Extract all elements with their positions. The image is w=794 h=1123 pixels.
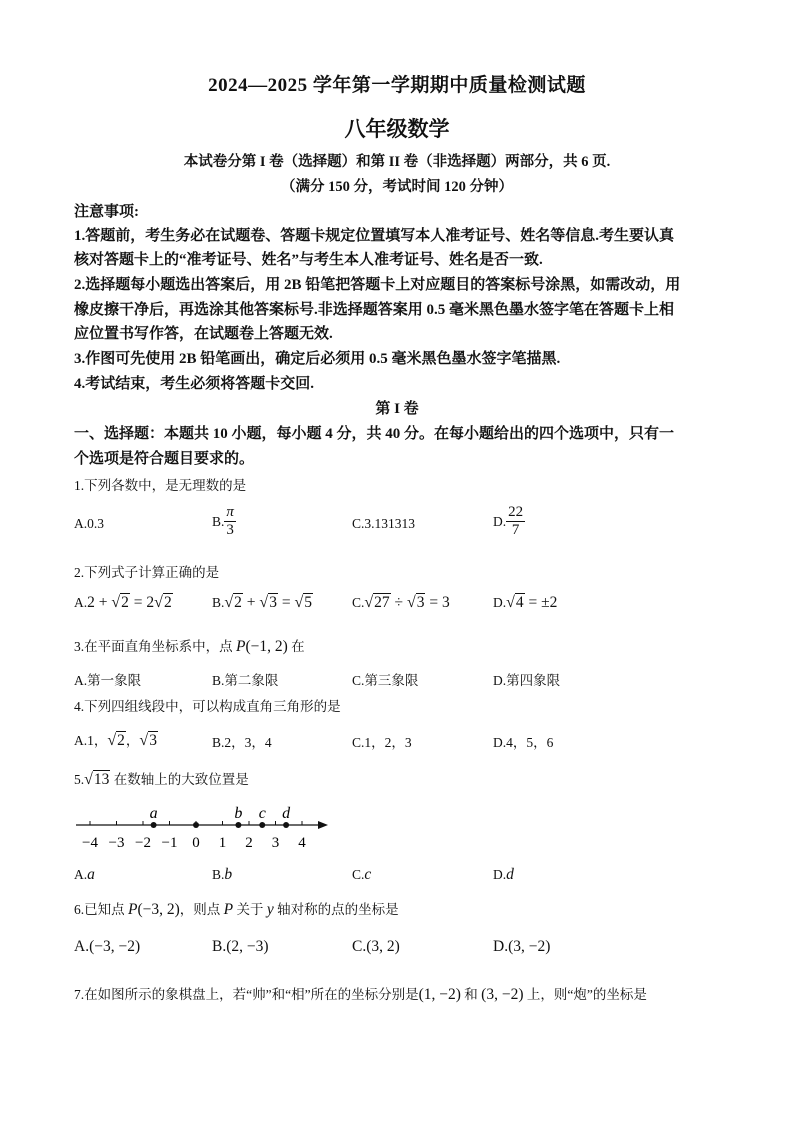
radicand: 27: [374, 594, 390, 611]
q4-option-d: D.4，5，6: [493, 735, 554, 750]
stem-text: 5.: [74, 772, 85, 787]
q4-option-a: [74, 729, 158, 750]
option-prefix: A.1，: [74, 733, 108, 748]
note-line: 4.考试结束，考生必须将答题卡交回.: [74, 376, 315, 392]
point-name: P: [236, 638, 246, 655]
number-line-point-label: a: [149, 805, 158, 822]
fraction-numerator: π: [224, 504, 236, 522]
q1-option-a: A.0.3: [74, 516, 104, 531]
radicand: 2: [121, 594, 129, 611]
number-line-tick-label: 3: [271, 835, 280, 851]
volume-title: 第 I 卷: [375, 401, 419, 417]
radicand: 3: [269, 594, 277, 611]
notes-heading: 注意事项:: [74, 204, 139, 220]
note-line: 应位置书写作答，在试题卷上答题无效.: [74, 326, 333, 342]
expr: = ±2: [524, 594, 558, 611]
stem-text: 6.已知点: [74, 902, 128, 917]
number-line-tick-label: −2: [135, 835, 151, 851]
separator: ，: [125, 733, 140, 748]
option-var: c: [364, 866, 372, 883]
option-prefix: C.: [352, 867, 365, 882]
number-line-point-label: d: [282, 805, 291, 822]
number-line-tick-label: −4: [82, 835, 98, 851]
radicand: 3: [149, 732, 157, 749]
q6-option-b: B.(2, −3): [212, 938, 269, 955]
q6-option-a: A.(−3, −2): [74, 938, 141, 955]
number-line-point-label: c: [258, 805, 266, 822]
expr: +: [242, 594, 260, 611]
sqrt: √2: [154, 594, 172, 611]
note-line: 1.答题前，考生务必在试题卷、答题卡规定位置填写本人准考证号、姓名等信息.考生要认真: [74, 228, 675, 244]
number-line-tick-label: 0: [192, 835, 200, 851]
option-prefix: B.: [212, 867, 225, 882]
number-line-tick-label: −3: [108, 835, 125, 851]
option-prefix: D.: [493, 595, 507, 610]
section-heading-line: 个选项是符合题目要求的。: [74, 451, 255, 467]
note-line: 2.选择题每小题选出答案后，用 2B 铅笔把答题卡上对应题目的答案标号涂黑，如需改动，用: [74, 277, 681, 293]
sqrt: √13: [84, 771, 110, 788]
stem-text: 3.在平面直角坐标系中，点: [74, 639, 236, 654]
stem-text: 在数轴上的大致位置是: [110, 772, 249, 787]
number-line-tick-label: 4: [298, 835, 306, 851]
q3-option-d: D.第四象限: [493, 673, 561, 688]
number-line-tick-label: 2: [245, 835, 253, 851]
option-prefix: C.: [352, 595, 365, 610]
question-1-stem: 1.下列各数中，是无理数的是: [74, 478, 247, 493]
q2-option-b: [212, 594, 313, 612]
number-line-point-d: [283, 822, 289, 828]
number-line-tick-label: −1: [161, 835, 178, 851]
note-line: 核对答题卡上的“准考证号、姓名”与考生本人准考证号、姓名是否一致.: [74, 252, 543, 268]
stem-text: 在: [287, 639, 305, 654]
exam-score-time-line: （满分 150 分，考试时间 120 分钟）: [281, 179, 513, 195]
radicand: 2: [163, 594, 172, 611]
sqrt: √3: [259, 594, 277, 611]
question-6-stem: [74, 898, 399, 919]
q3-option-a: A.第一象限: [74, 673, 142, 688]
q5-option-a: [74, 866, 95, 884]
expr: = 3: [425, 594, 450, 611]
expr: = 2: [129, 594, 155, 611]
q2-option-d: [493, 594, 557, 612]
option-prefix: D.: [493, 513, 507, 529]
exam-info-line: 本试卷分第 I 卷（选择题）和第 II 卷（非选择题）两部分，共 6 页.: [183, 154, 611, 170]
exam-title: 2024—2025 学年第一学期期中质量检测试题: [208, 75, 586, 96]
number-line-point-label: b: [234, 805, 243, 822]
coords: (3, −2): [481, 986, 524, 1003]
stem-text: 7.在如图所示的象棋盘上，若“帅”和“相”所在的坐标分别是: [74, 987, 419, 1002]
sqrt: √3: [139, 732, 157, 749]
question-2-stem: 2.下列式子计算正确的是: [74, 565, 220, 580]
q1-option-d: [493, 504, 525, 540]
q5-option-d: [493, 866, 514, 884]
sqrt: √5: [294, 594, 312, 611]
q4-option-b: B.2，3，4: [212, 735, 272, 750]
expr: =: [277, 594, 295, 611]
point-coords: (−3, 2): [137, 901, 180, 918]
section-heading-line: 一、选择题：本题共 10 小题，每小题 4 分，共 40 分。在每小题给出的四个选项中，只有一: [74, 426, 675, 442]
radicand: 13: [93, 771, 110, 788]
stem-text: 轴对称的点的坐标是: [273, 902, 399, 917]
stem-text: 关于: [233, 902, 267, 917]
q3-option-c: C.第三象限: [352, 673, 419, 688]
number-line-point-b: [235, 822, 241, 828]
subject-title: 八年级数学: [344, 117, 450, 141]
radicand: 5: [304, 594, 312, 611]
option-prefix: A.: [74, 595, 88, 610]
number-line-point-c: [259, 822, 265, 828]
sqrt: √3: [406, 594, 425, 611]
number-line-arrow-icon: [318, 821, 328, 829]
number-line-figure: [70, 800, 340, 856]
option-prefix: B.: [212, 595, 225, 610]
point-coords: (−1, 2): [245, 638, 288, 655]
option-prefix: D.: [493, 867, 507, 882]
sqrt: √2: [107, 732, 125, 749]
note-line: 橡皮擦干净后，再选涂其他答案标号.非选择题答案用 0.5 毫米黑色墨水签字笔在答题卡上相: [74, 302, 675, 318]
number-line-origin-dot: [193, 822, 199, 828]
radicand: 3: [416, 594, 425, 611]
stem-text: 上，则“炮”的坐标是: [523, 987, 647, 1002]
number-line-tick-label: 1: [218, 835, 227, 851]
fraction-denominator: 3: [226, 522, 234, 539]
axis-name: y: [266, 901, 274, 918]
q1-option-b: [212, 504, 236, 540]
fraction-denominator: 7: [511, 522, 520, 539]
point-name: P: [223, 901, 234, 918]
option-var: a: [87, 866, 95, 883]
radicand: 2: [117, 732, 125, 749]
question-3-stem: [74, 635, 305, 656]
q6-option-c: C.(3, 2): [352, 938, 400, 955]
expr: ÷: [390, 594, 407, 611]
stem-text: ，则点: [179, 902, 224, 917]
q5-option-c: [352, 866, 371, 884]
q2-option-c: [352, 594, 450, 612]
note-line: 3.作图可先使用 2B 铅笔画出，确定后必须用 0.5 毫米黑色墨水签字笔描黑.: [74, 351, 561, 367]
question-5-stem: [74, 768, 249, 789]
option-prefix: A.: [74, 867, 88, 882]
option-var: b: [224, 866, 233, 883]
sqrt: √2: [111, 594, 129, 611]
radicand: 2: [234, 594, 242, 611]
q1-option-c: C.3.131313: [352, 516, 416, 531]
q5-option-b: [212, 866, 232, 884]
number-line-point-a: [151, 822, 157, 828]
point-name: P: [128, 901, 138, 918]
radicand: 4: [515, 594, 524, 611]
expr: 2 +: [87, 594, 112, 611]
sqrt: √2: [224, 594, 242, 611]
stem-text: 和: [460, 987, 482, 1002]
fraction-numerator: 22: [506, 504, 525, 522]
q4-option-c: C.1，2，3: [352, 735, 412, 750]
fraction: [506, 504, 525, 540]
question-7-stem: [74, 983, 647, 1004]
fraction: [224, 504, 236, 540]
sqrt: √27: [364, 594, 390, 611]
q6-option-d: D.(3, −2): [493, 938, 551, 955]
option-var: d: [506, 866, 514, 883]
option-prefix: B.: [212, 513, 225, 529]
sqrt: √4: [506, 594, 524, 611]
q3-option-b: B.第二象限: [212, 673, 279, 688]
coords: (1, −2): [418, 986, 461, 1003]
q2-option-a: [74, 594, 173, 612]
question-4-stem: 4.下列四组线段中，可以构成直角三角形的是: [74, 699, 341, 714]
